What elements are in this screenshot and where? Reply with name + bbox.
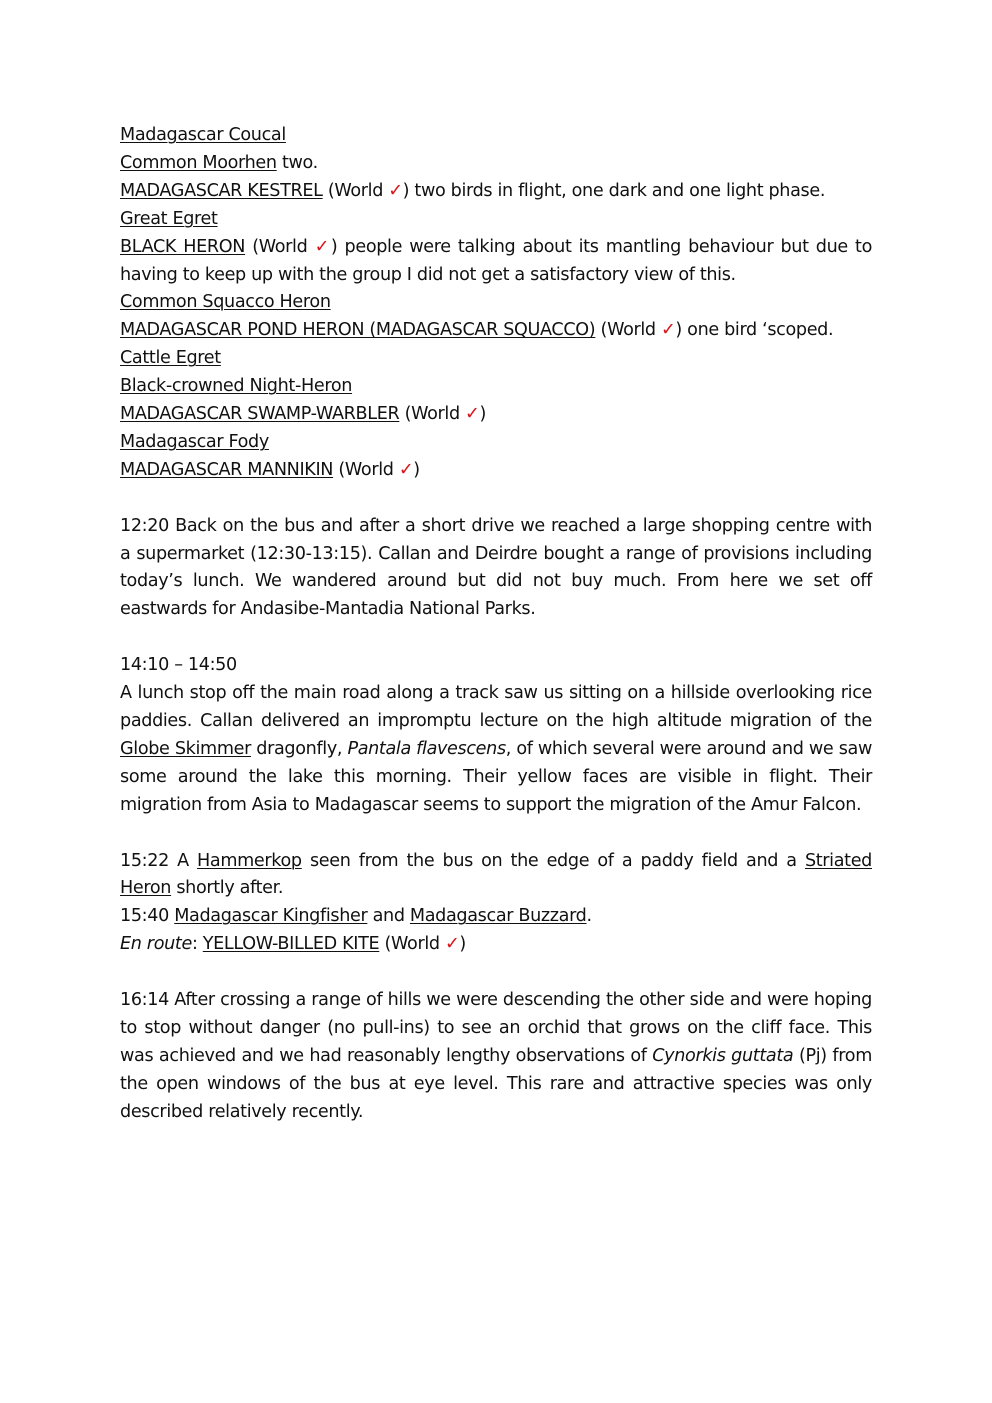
latin-name: Pantala flavescens xyxy=(347,738,506,759)
tick-icon: ✓ xyxy=(388,180,403,201)
list-item xyxy=(120,150,872,178)
lunch-text-2: dragonfly, xyxy=(250,738,348,759)
list-item xyxy=(120,345,872,373)
lunch-text-1: A lunch stop off the main road along a track saw us sitting on a hillside overlooking rice paddies. Callan delivered an impromptu lecture on the high altitude migration of the xyxy=(120,683,872,731)
species-name: YELLOW-BILLED KITE xyxy=(202,934,380,955)
tick-icon: ✓ xyxy=(314,236,331,257)
latin-name: Cynorkis guttata xyxy=(652,1045,794,1066)
lunch-time-heading: 14:10 – 14:50 xyxy=(120,655,237,676)
sighting-1540 xyxy=(120,903,872,931)
sighting-text: seen from the bus on the edge of a paddy field and a xyxy=(301,850,805,871)
species-name: Madagascar Kingfisher xyxy=(174,906,368,927)
paragraph-gap xyxy=(120,624,872,652)
sighting-1522 xyxy=(120,848,872,904)
world-label: World xyxy=(334,180,384,201)
lunch-text-3: , of which several were around and we saw some around the lake this morning. Their yellow faces are visible in flight. Their migration from Asia to Madagascar seems to support the migration of the Amur Falcon. xyxy=(120,738,872,815)
list-item xyxy=(120,206,872,234)
species-name: Globe Skimmer xyxy=(120,738,251,759)
paragraph-gap xyxy=(120,959,872,987)
sighting-text: : xyxy=(191,934,203,955)
species-name: MADAGASCAR SWAMP-WARBLER xyxy=(120,404,400,425)
species-name: MADAGASCAR MANNIKIN xyxy=(120,459,334,480)
list-item: MADAGASCAR POND HERON (MADAGASCAR SQUACCO) (World ✓) one bird ‘scoped. xyxy=(120,320,834,341)
sighting-text: . xyxy=(586,906,592,927)
paragraph-gap xyxy=(120,820,872,848)
sighting-en-route: En route: YELLOW-BILLED KITE (World ✓) xyxy=(120,934,466,955)
trip-report-text xyxy=(120,122,872,1127)
orchid-text-2: (Pj) from the open windows of the bus at eye level. This rare and attractive species was only described relatively recently. xyxy=(120,1045,872,1122)
species-name: Common Moorhen xyxy=(120,152,277,173)
list-item xyxy=(120,122,872,150)
species-name: BLACK HERON xyxy=(120,236,246,257)
world-label: World xyxy=(391,934,440,955)
list-item xyxy=(120,373,872,401)
species-name: Striated Heron xyxy=(120,850,872,899)
world-label: World xyxy=(258,236,308,257)
sighting-text: shortly after. xyxy=(171,878,284,899)
species-name: Cattle Egret xyxy=(120,348,221,369)
en-route-label: En route xyxy=(120,934,192,955)
world-label: World xyxy=(411,404,460,425)
species-note: two birds in flight, one dark and one light phase. xyxy=(409,180,826,201)
species-note: people were talking about its mantling behaviour but due to having to keep up with the group I did not get a satisfactory view of this. xyxy=(120,236,872,285)
list-item: BLACK HERON (World ✓) people were talking about its mantling behaviour but due to having to keep up with the group I did not get a satisfactory view of this. xyxy=(120,236,872,285)
sighting-text: and xyxy=(367,906,410,927)
species-name: Madagascar Buzzard xyxy=(409,906,587,927)
sighting-text: 15:22 A xyxy=(120,850,198,871)
species-note: one bird ‘scoped. xyxy=(681,320,834,341)
list-item: MADAGASCAR KESTREL (World ✓) two birds in flight, one dark and one light phase. xyxy=(120,180,826,201)
species-name: Madagascar Coucal xyxy=(120,125,286,145)
species-name: Madagascar Fody xyxy=(120,431,269,452)
species-name: Common Squacco Heron xyxy=(120,292,331,313)
paragraph-orchid xyxy=(120,987,872,1127)
tick-icon: ✓ xyxy=(661,320,676,341)
tick-icon: ✓ xyxy=(465,404,480,425)
species-name: Hammerkop xyxy=(197,850,302,871)
paragraph-gap xyxy=(120,485,872,513)
sighting-text: 15:40 xyxy=(120,906,175,927)
species-name: MADAGASCAR KESTREL xyxy=(120,180,323,201)
orchid-text-1: 16:14 After crossing a range of hills we were descending the other side and were hoping to stop without danger (no pull-ins) to see an orchid that grows on the cliff face. This was achieved and we had reasonably lengthy observations of xyxy=(120,990,872,1066)
list-item: MADAGASCAR MANNIKIN (World ✓) xyxy=(120,459,420,480)
species-note: two. xyxy=(276,152,318,173)
tick-icon: ✓ xyxy=(398,459,414,480)
species-name: MADAGASCAR POND HERON (MADAGASCAR SQUACCO) xyxy=(120,320,596,341)
world-label: World xyxy=(607,320,656,341)
species-name: Black-crowned Night-Heron xyxy=(120,376,353,397)
list-item xyxy=(120,289,872,317)
tick-icon: ✓ xyxy=(444,934,460,955)
paragraph-lunch xyxy=(120,680,872,820)
list-item: MADAGASCAR SWAMP-WARBLER (World ✓) xyxy=(120,404,486,425)
world-label: World xyxy=(344,459,394,480)
species-name: Great Egret xyxy=(120,208,218,229)
paragraph-shopping: 12:20 Back on the bus and after a short drive we reached a large shopping centre with a supermarket (12:30-13:15). Callan and Deirdre bought a range of provisions including today’s lunch. We wandered around but did not buy much. From here we set off eastwards for Andasibe-Mantadia National Parks. xyxy=(120,515,872,620)
list-item xyxy=(120,429,872,457)
